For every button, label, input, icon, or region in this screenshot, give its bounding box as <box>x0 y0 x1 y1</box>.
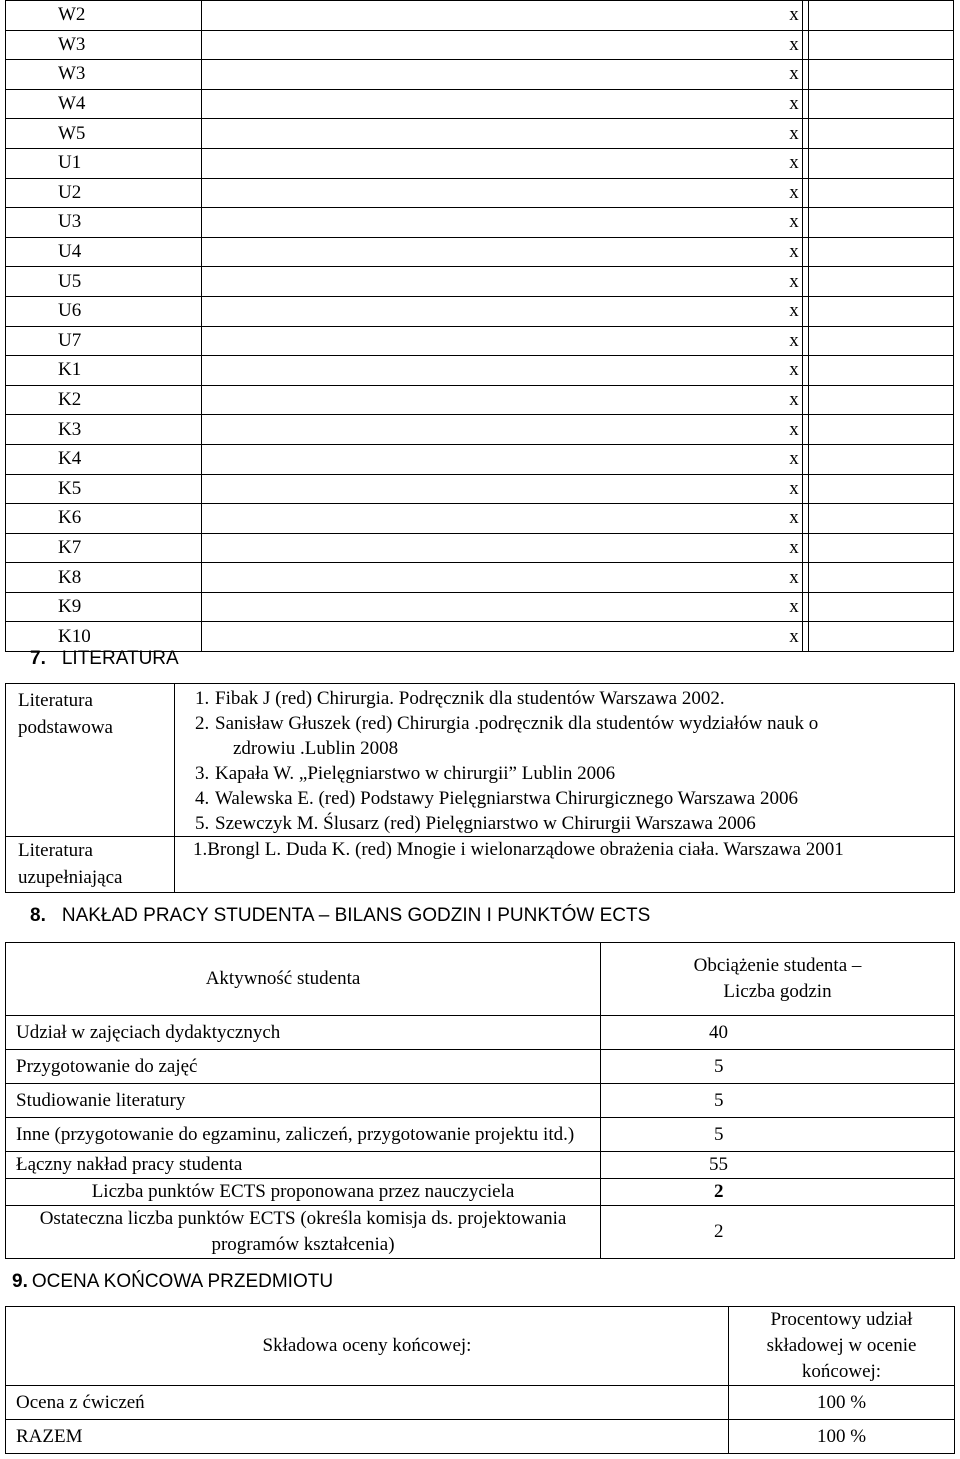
effect-cell <box>809 533 954 563</box>
effect-mark: x <box>201 60 802 90</box>
effect-cell <box>809 415 954 445</box>
effect-mark: x <box>201 89 802 119</box>
effect-mark: x <box>201 474 802 504</box>
activity-hours: 5 <box>601 1084 955 1118</box>
section-7-heading <box>30 648 179 670</box>
grade-row <box>6 1420 955 1454</box>
item-text: Walewska E. (red) Podstawy Pielęgniarstwa Chirurgicznego Warszawa 2006 <box>215 788 798 809</box>
item-text: Fibak J (red) Chirurgia. Podręcznik dla studentów Warszawa 2002. <box>215 688 725 709</box>
effect-row <box>6 267 954 297</box>
effect-cell <box>809 356 954 386</box>
component-header: Składowa oceny końcowej: <box>6 1307 729 1386</box>
effect-mark: x <box>201 592 802 622</box>
effect-row <box>6 563 954 593</box>
effect-row <box>6 237 954 267</box>
effect-row <box>6 178 954 208</box>
item-text: Kapała W. „Pielęgniarstwo w chirurgii” Lublin 2006 <box>215 763 616 784</box>
hours-header <box>601 943 955 1016</box>
effect-row <box>6 592 954 622</box>
effects-table <box>5 0 954 652</box>
effect-row <box>6 415 954 445</box>
effect-code: K5 <box>6 474 202 504</box>
workload-row <box>6 1050 955 1084</box>
label-line: Literatura <box>18 690 93 711</box>
activity-label: Udział w zajęciach dydaktycznych <box>6 1016 601 1050</box>
effect-code: K8 <box>6 563 202 593</box>
item-number: 5. <box>195 813 210 834</box>
effect-code: U2 <box>6 178 202 208</box>
effect-cell <box>809 444 954 474</box>
effect-mark: x <box>201 356 802 386</box>
effect-code: U5 <box>6 267 202 297</box>
grade-component: RAZEM <box>6 1420 729 1454</box>
effect-mark: x <box>201 622 802 652</box>
effect-mark: x <box>201 119 802 149</box>
effect-cell <box>809 474 954 504</box>
item-number: 4. <box>195 788 210 809</box>
literature-item <box>195 686 954 711</box>
section-title: LITERATURA <box>61 648 179 669</box>
effect-cell <box>809 60 954 90</box>
ects-proposed-value: 2 <box>601 1179 955 1206</box>
grade-percentage: 100 % <box>729 1420 955 1454</box>
effect-cell <box>809 119 954 149</box>
section-number: 9. <box>12 1271 28 1292</box>
effect-mark: x <box>201 296 802 326</box>
effect-code: U3 <box>6 208 202 238</box>
effect-code: U6 <box>6 296 202 326</box>
activity-label: Studiowanie literatury <box>6 1084 601 1118</box>
effect-mark: x <box>201 444 802 474</box>
effect-code: W3 <box>6 30 202 60</box>
activity-header: Aktywność studenta <box>6 943 601 1016</box>
activity-label: Inne (przygotowanie do egzaminu, zaliczeń, przygotowanie projektu itd.) <box>6 1118 601 1152</box>
effect-code: K2 <box>6 385 202 415</box>
effect-row <box>6 385 954 415</box>
effect-row <box>6 89 954 119</box>
effect-row <box>6 533 954 563</box>
ects-proposed-label: Liczba punktów ECTS proponowana przez nauczyciela <box>6 1179 601 1206</box>
effect-mark: x <box>201 178 802 208</box>
activity-hours: 5 <box>601 1050 955 1084</box>
effect-mark: x <box>201 385 802 415</box>
effect-cell <box>809 89 954 119</box>
effect-mark: x <box>201 504 802 534</box>
section-8-heading <box>30 905 650 927</box>
effect-mark: x <box>201 267 802 297</box>
effect-cell <box>809 622 954 652</box>
item-text: Sanisław Głuszek (red) Chirurgia .podręcznik dla studentów wydziałów nauk o <box>215 713 819 734</box>
label-line: uzupełniająca <box>18 867 123 888</box>
effect-code: W3 <box>6 60 202 90</box>
effect-row <box>6 296 954 326</box>
effect-row <box>6 30 954 60</box>
effect-cell <box>809 592 954 622</box>
effect-row <box>6 1 954 31</box>
effect-code: K6 <box>6 504 202 534</box>
item-number: 2. <box>195 713 210 734</box>
extra-literature-item: 1.Brongl L. Duda K. (red) Mnogie i wielonarządowe obrażenia ciała. Warszawa 2001 <box>175 837 955 893</box>
literature-table <box>5 683 955 893</box>
effect-code: U1 <box>6 148 202 178</box>
effect-cell <box>809 30 954 60</box>
effect-row <box>6 444 954 474</box>
effect-row <box>6 504 954 534</box>
literature-item <box>195 711 954 761</box>
literature-item <box>195 811 954 836</box>
header-line: Procentowy udział <box>770 1309 913 1330</box>
total-label: Łączny nakład pracy studenta <box>6 1152 601 1179</box>
workload-row <box>6 1084 955 1118</box>
grade-row <box>6 1386 955 1420</box>
effect-mark: x <box>201 1 802 31</box>
item-number: 1. <box>195 688 210 709</box>
effect-code: W5 <box>6 119 202 149</box>
effect-code: K4 <box>6 444 202 474</box>
header-line: Liczba godzin <box>723 981 832 1002</box>
effect-row <box>6 326 954 356</box>
effect-code: K7 <box>6 533 202 563</box>
workload-row <box>6 1118 955 1152</box>
effect-code: U4 <box>6 237 202 267</box>
item-text: Szewczyk M. Ślusarz (red) Pielęgniarstwo w Chirurgii Warszawa 2006 <box>215 813 756 834</box>
effect-row <box>6 208 954 238</box>
effect-code: K3 <box>6 415 202 445</box>
effect-mark: x <box>201 563 802 593</box>
effect-code: W2 <box>6 1 202 31</box>
workload-table <box>5 942 955 1259</box>
section-9-heading <box>12 1271 333 1293</box>
literature-item <box>195 786 954 811</box>
header-line: Obciążenie studenta – <box>693 955 862 976</box>
section-number: 8. <box>30 905 46 926</box>
grade-table <box>5 1306 955 1454</box>
effect-row <box>6 356 954 386</box>
ects-final-label <box>6 1206 601 1259</box>
effect-cell <box>809 296 954 326</box>
effect-code: K9 <box>6 592 202 622</box>
effect-code: W4 <box>6 89 202 119</box>
label-line: Ostateczna liczba punktów ECTS (określa komisja ds. projektowania <box>39 1208 567 1229</box>
effect-cell <box>809 267 954 297</box>
effect-row <box>6 148 954 178</box>
header-line: końcowej: <box>801 1361 882 1382</box>
effect-cell <box>809 563 954 593</box>
effect-cell <box>809 148 954 178</box>
grade-component: Ocena z ćwiczeń <box>6 1386 729 1420</box>
effect-code: U7 <box>6 326 202 356</box>
effect-mark: x <box>201 533 802 563</box>
effect-row <box>6 119 954 149</box>
effect-mark: x <box>201 415 802 445</box>
item-number: 3. <box>195 763 210 784</box>
activity-label: Przygotowanie do zajęć <box>6 1050 601 1084</box>
total-value: 55 <box>601 1152 955 1179</box>
effect-mark: x <box>201 148 802 178</box>
effect-cell <box>809 237 954 267</box>
literature-item <box>195 761 954 786</box>
effect-row <box>6 60 954 90</box>
percentage-header <box>729 1307 955 1386</box>
effect-cell <box>809 504 954 534</box>
activity-hours: 40 <box>601 1016 955 1050</box>
section-title: NAKŁAD PRACY STUDENTA – BILANS GODZIN I PUNKTÓW ECTS <box>61 905 651 926</box>
item-text-continued: zdrowiu .Lublin 2008 <box>233 738 399 759</box>
section-number: 7. <box>30 648 46 669</box>
effect-code: K1 <box>6 356 202 386</box>
basic-literature-list <box>175 684 955 837</box>
effect-code: K10 <box>6 622 202 652</box>
label-line: podstawowa <box>18 717 113 738</box>
effect-cell <box>809 208 954 238</box>
section-title: OCENA KOŃCOWA PRZEDMIOTU <box>31 1271 334 1292</box>
effect-mark: x <box>201 237 802 267</box>
effect-mark: x <box>201 326 802 356</box>
label-line: programów kształcenia) <box>211 1234 395 1255</box>
effect-cell <box>809 1 954 31</box>
effect-cell <box>809 385 954 415</box>
header-line: składowej w ocenie <box>766 1335 917 1356</box>
effect-mark: x <box>201 208 802 238</box>
effect-mark: x <box>201 30 802 60</box>
effect-cell <box>809 178 954 208</box>
basic-literature-label <box>6 684 175 837</box>
effect-cell <box>809 326 954 356</box>
ects-final-value: 2 <box>601 1206 955 1259</box>
activity-hours: 5 <box>601 1118 955 1152</box>
label-line: Literatura <box>18 840 93 861</box>
extra-literature-label <box>6 837 175 893</box>
grade-percentage: 100 % <box>729 1386 955 1420</box>
workload-row <box>6 1016 955 1050</box>
effect-row <box>6 474 954 504</box>
